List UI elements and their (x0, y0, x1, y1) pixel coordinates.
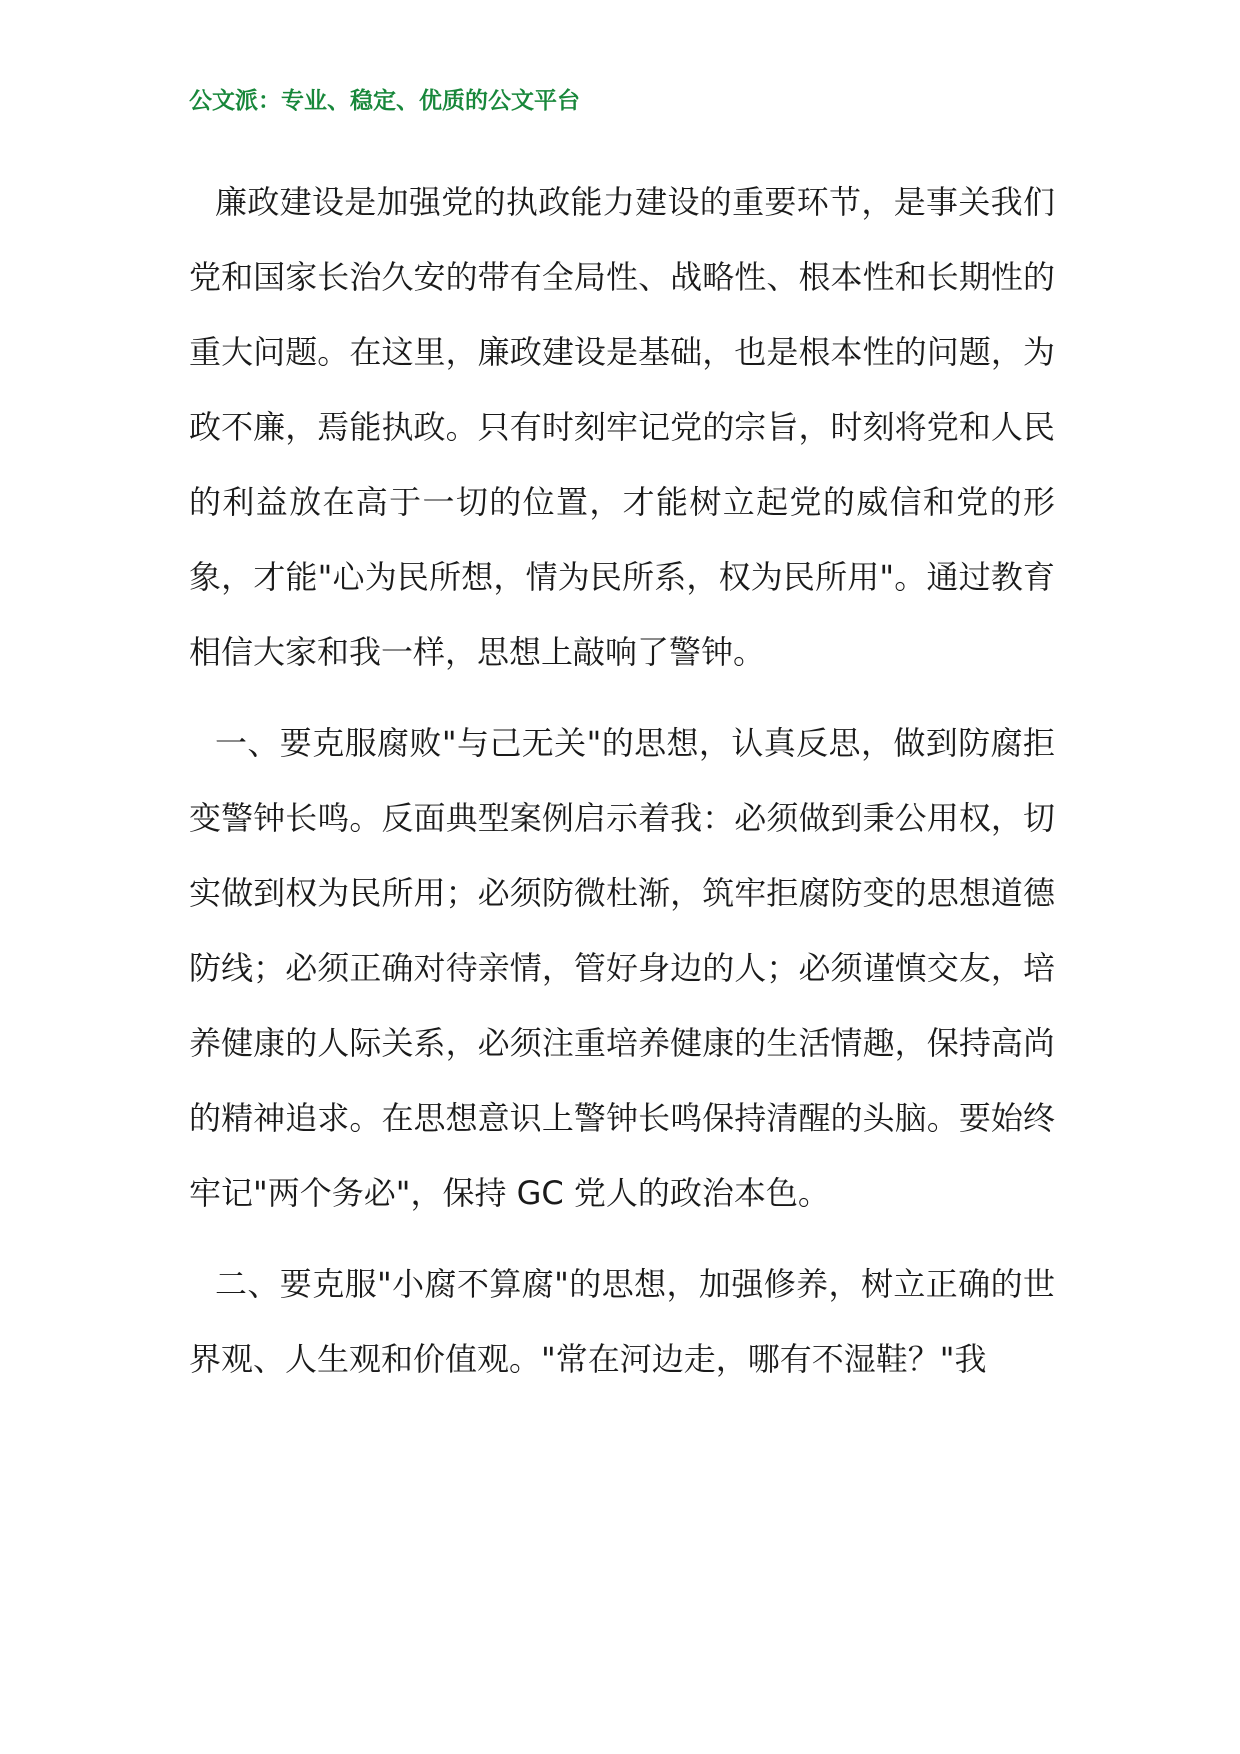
paragraph-intro: 廉政建设是加强党的执政能力建设的重要环节，是事关我们党和国家长治久安的带有全局性、战略性、根本性和长期性的重大问题。在这里，廉政建设是基础，也是根本性的问题，为政不廉，焉能执政。只有时刻牢记党的宗旨，时刻将党和人民的利益放在高于一切的位置，才能树立起党的威信和党的形象，才能"心为民所想，情为民所系，权为民所用"。通过教育相信大家和我一样，思想上敲响了警钟。 (189, 183, 1055, 671)
document-header: 公文派：专业、稳定、优质的公文平台 (189, 87, 580, 114)
paragraph-point-two: 二、要克服"小腐不算腐"的思想，加强修养，树立正确的世界观、人生观和价值观。"常在河边走，哪有不湿鞋？"我 (189, 1265, 1055, 1378)
paragraph-point-one: 一、要克服腐败"与己无关"的思想，认真反思，做到防腐拒变警钟长鸣。反面典型案例启示着我：必须做到秉公用权，切实做到权为民所用；必须防微杜渐，筑牢拒腐防变的思想道德防线；必须正确对待亲情，管好身边的人；必须谨慎交友，培养健康的人际关系，必须注重培养健康的生活情趣，保持高尚的精神追求。在思想意识上警钟长鸣保持清醒的头脑。要始终牢记"两个务必"，保持 GC 党人的政治本色。 (189, 724, 1055, 1212)
document-body (189, 165, 1055, 1413)
